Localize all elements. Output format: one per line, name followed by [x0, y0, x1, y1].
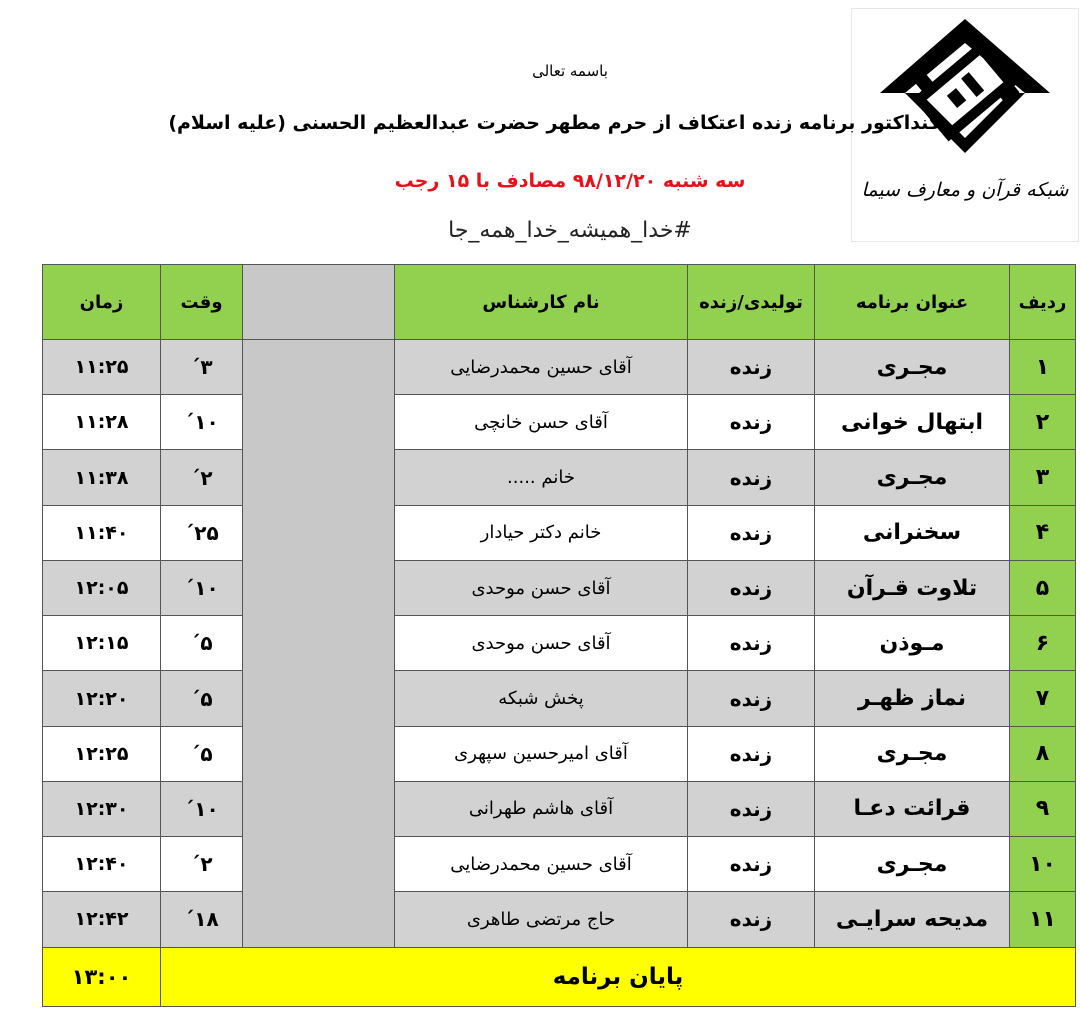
host-name: حاج مرتضی طاهری — [395, 892, 688, 947]
duration: ۲۵´ — [161, 505, 243, 560]
hashtag: #خدا_همیشه_خدا_همه_جا — [448, 218, 692, 243]
duration: ۵´ — [161, 671, 243, 726]
host-name: خانم ..... — [395, 450, 688, 505]
host-name: آقای حسن موحدی — [395, 560, 688, 615]
page-title: کنداکتور برنامه زنده اعتکاف از حرم مطهر حضرت عبدالعظیم الحسنی (علیه اسلام) — [168, 112, 940, 134]
program-title: مجـری — [815, 340, 1010, 395]
table-row — [43, 781, 1076, 836]
blank-column — [243, 340, 395, 948]
program-type: زنده — [688, 892, 815, 947]
program-title: ابتهال خوانی — [815, 395, 1010, 450]
quran-network-logo-icon — [870, 13, 1060, 178]
start-time: ۱۲:۲۰ — [43, 671, 161, 726]
start-time: ۱۱:۳۸ — [43, 450, 161, 505]
start-time: ۱۲:۱۵ — [43, 616, 161, 671]
duration: ۱۰´ — [161, 560, 243, 615]
basmala: باسمه تعالی — [532, 62, 608, 80]
row-number: ۸ — [1010, 726, 1076, 781]
col-header-row: ردیف — [1010, 265, 1076, 340]
table-row — [43, 726, 1076, 781]
start-time: ۱۲:۳۰ — [43, 781, 161, 836]
program-type: زنده — [688, 560, 815, 615]
program-title: مجـری — [815, 726, 1010, 781]
start-time: ۱۲:۴۰ — [43, 837, 161, 892]
row-number: ۹ — [1010, 781, 1076, 836]
program-type: زنده — [688, 837, 815, 892]
duration: ۱۰´ — [161, 395, 243, 450]
table-row — [43, 395, 1076, 450]
col-header-time: زمان — [43, 265, 161, 340]
host-name: خانم دکتر حیادار — [395, 505, 688, 560]
table-row — [43, 671, 1076, 726]
program-type: زنده — [688, 505, 815, 560]
program-title: مجـری — [815, 837, 1010, 892]
row-number: ۲ — [1010, 395, 1076, 450]
host-name: آقای حسن موحدی — [395, 616, 688, 671]
host-name: پخش شبکه — [395, 671, 688, 726]
end-row — [43, 947, 1076, 1006]
duration: ۱۸´ — [161, 892, 243, 947]
row-number: ۱۰ — [1010, 837, 1076, 892]
program-title: نماز ظهـر — [815, 671, 1010, 726]
row-number: ۳ — [1010, 450, 1076, 505]
table-row — [43, 837, 1076, 892]
table-row — [43, 505, 1076, 560]
program-type: زنده — [688, 395, 815, 450]
col-header-title: عنوان برنامه — [815, 265, 1010, 340]
start-time: ۱۲:۲۵ — [43, 726, 161, 781]
logo-text: قرآن — [965, 93, 968, 94]
row-number: ۴ — [1010, 505, 1076, 560]
table-header-row — [43, 265, 1076, 340]
table-row — [43, 892, 1076, 947]
table-row — [43, 616, 1076, 671]
program-title: مـوذن — [815, 616, 1010, 671]
program-title: تلاوت قـرآن — [815, 560, 1010, 615]
program-title: مدیحه سرایـی — [815, 892, 1010, 947]
logo-caption: شبکه قرآن و معارف سیما — [861, 179, 1069, 201]
end-time: ۱۳:۰۰ — [43, 947, 161, 1006]
col-header-duration: وقت — [161, 265, 243, 340]
program-title: سخنرانی — [815, 505, 1010, 560]
duration: ۵´ — [161, 726, 243, 781]
host-name: آقای حسین محمدرضایی — [395, 837, 688, 892]
program-type: زنده — [688, 450, 815, 505]
start-time: ۱۱:۴۰ — [43, 505, 161, 560]
duration: ۳´ — [161, 340, 243, 395]
row-number: ۵ — [1010, 560, 1076, 615]
program-type: زنده — [688, 781, 815, 836]
program-type: زنده — [688, 616, 815, 671]
program-title: مجـری — [815, 450, 1010, 505]
duration: ۲´ — [161, 837, 243, 892]
date-line: سه شنبه ۹۸/۱۲/۲۰ مصادف با ۱۵ رجب — [394, 170, 746, 192]
program-type: زنده — [688, 726, 815, 781]
host-name: آقای امیرحسین سپهری — [395, 726, 688, 781]
start-time: ۱۲:۴۲ — [43, 892, 161, 947]
host-name: آقای حسن خانچی — [395, 395, 688, 450]
row-number: ۷ — [1010, 671, 1076, 726]
end-label: پایان برنامه — [161, 947, 1076, 1006]
col-header-type: تولیدی/زنده — [688, 265, 815, 340]
start-time: ۱۲:۰۵ — [43, 560, 161, 615]
row-number: ۶ — [1010, 616, 1076, 671]
program-title: قرائت دعـا — [815, 781, 1010, 836]
table-row — [43, 450, 1076, 505]
start-time: ۱۱:۲۵ — [43, 340, 161, 395]
program-type: زنده — [688, 671, 815, 726]
program-type: زنده — [688, 340, 815, 395]
host-name: آقای هاشم طهرانی — [395, 781, 688, 836]
start-time: ۱۱:۲۸ — [43, 395, 161, 450]
row-number: ۱۱ — [1010, 892, 1076, 947]
host-name: آقای حسین محمدرضایی — [395, 340, 688, 395]
schedule-table — [42, 264, 1076, 1007]
row-number: ۱ — [1010, 340, 1076, 395]
table-row — [43, 340, 1076, 395]
col-header-blank — [243, 265, 395, 340]
duration: ۲´ — [161, 450, 243, 505]
duration: ۱۰´ — [161, 781, 243, 836]
duration: ۵´ — [161, 616, 243, 671]
table-row — [43, 560, 1076, 615]
col-header-host: نام کارشناس — [395, 265, 688, 340]
